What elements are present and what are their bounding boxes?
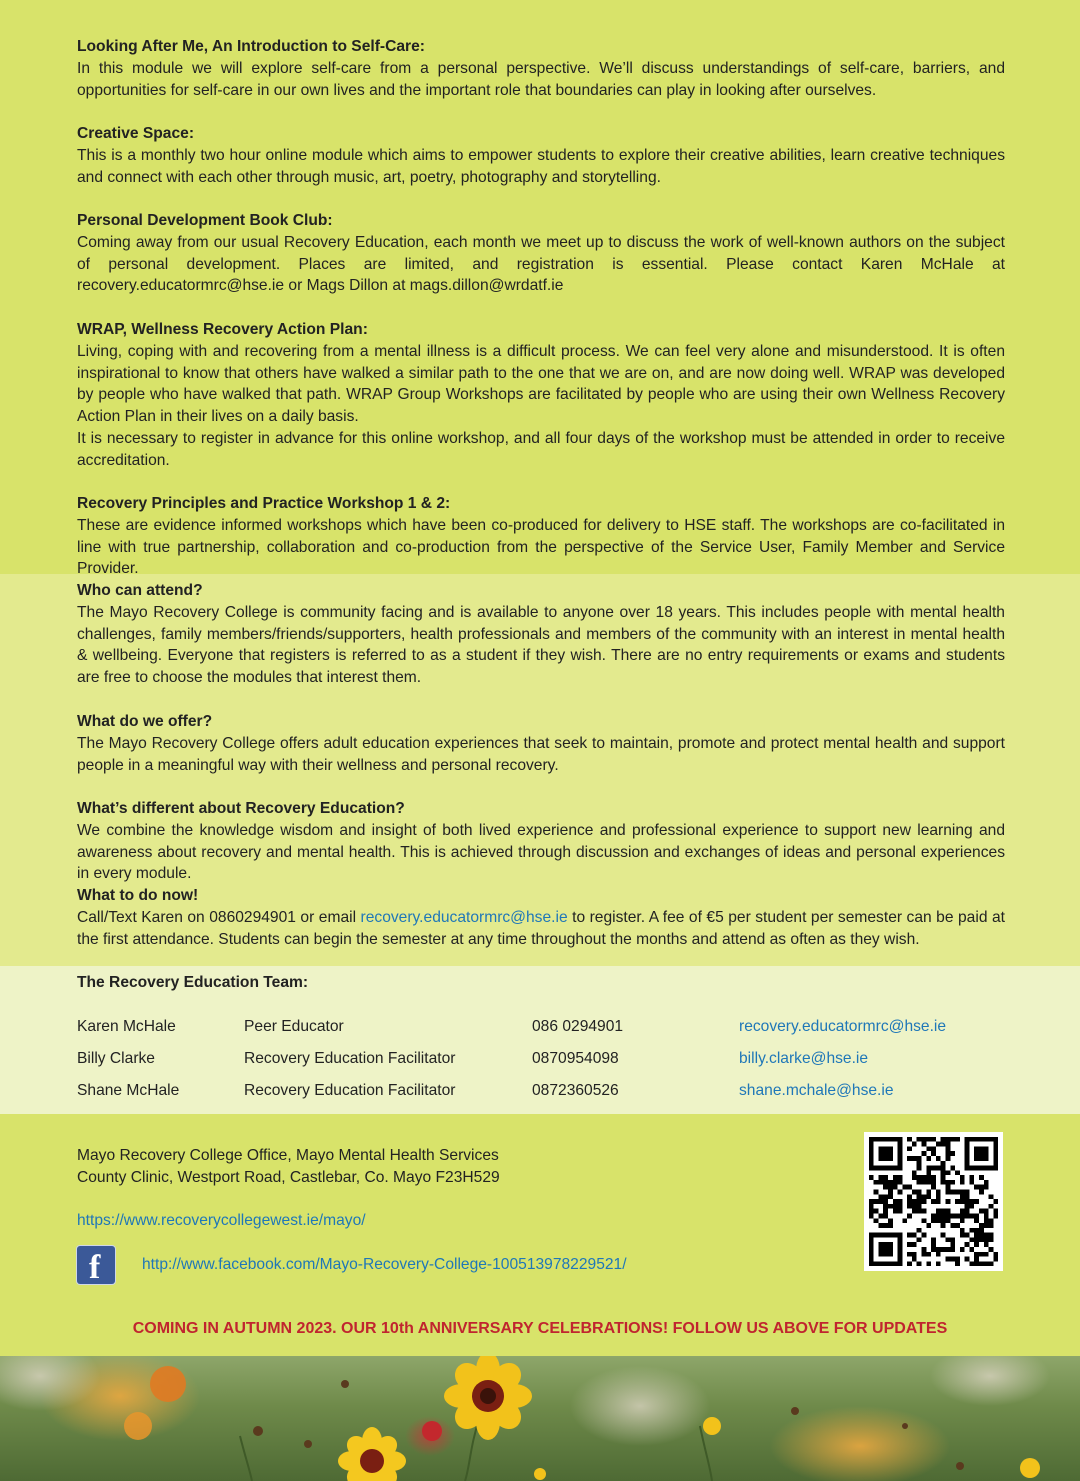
qr-code-icon[interactable]: [864, 1132, 1003, 1271]
section-who-can-attend: [77, 580, 1005, 689]
section-text: This is a monthly two hour online module which aims to empower students to explore their creative abilities, learn creative techniques and connect with each other through music, art, poetry, photography and storytelling.: [77, 146, 1005, 186]
register-email-link[interactable]: recovery.educatormrc@hse.ie: [360, 908, 568, 926]
member-name: Shane McHale: [77, 1082, 180, 1099]
section-text: Coming away from our usual Recovery Education, each month we meet up to discuss the work of well-known authors on the subject of personal development. Places are limited, and registration is essential. Please contact Karen McHale at recovery.educatormrc@hse.ie or Mags Dillon at mags.dillon@wrdatf.ie: [77, 233, 1005, 295]
todo-text-after: to register. A fee of €5 per student per semester can be paid at the first attendance. Students can begin the semester at any time throughout the months and attend as often as they wish.: [77, 908, 1005, 948]
wildflower-meadow-image: [0, 1356, 1080, 1481]
team-row: [77, 1048, 1007, 1070]
member-email-link[interactable]: shane.mchale@hse.ie: [739, 1082, 894, 1099]
address-line: Mayo Recovery College Office, Mayo Mental Health Services: [77, 1147, 499, 1164]
section-text: [77, 907, 1005, 951]
section-self-care: [77, 36, 1005, 101]
yellow-flower: [444, 1356, 532, 1440]
member-name: Karen McHale: [77, 1018, 176, 1035]
section-text: These are evidence informed workshops which have been co-produced for delivery to HSE staff. The workshops are co-facilitated in line with true partnership, collaboration and co-production from the perspective of the Service User, Family Member and Service Provider.: [77, 516, 1005, 578]
team-row: [77, 1016, 1007, 1038]
section-text: It is necessary to register in advance for this online workshop, and all four days of the workshop must be attended in order to receive accreditation.: [77, 429, 1005, 469]
section-title: Who can attend?: [77, 582, 203, 599]
section-title: Looking After Me, An Introduction to Self-Care:: [77, 38, 425, 55]
anniversary-banner: COMING IN AUTUMN 2023. OUR 10th ANNIVERSARY CELEBRATIONS! FOLLOW US ABOVE FOR UPDATES: [132, 1320, 948, 1337]
website-link[interactable]: https://www.recoverycollegewest.ie/mayo/: [77, 1212, 366, 1229]
section-title: What do we offer?: [77, 713, 213, 730]
section-title: WRAP, Wellness Recovery Action Plan:: [77, 321, 368, 338]
team-title: The Recovery Education Team:: [77, 974, 309, 991]
member-phone: 0870954098: [532, 1050, 619, 1067]
section-text: The Mayo Recovery College is community facing and is available to anyone over 18 years. This includes people with mental health challenges, family members/friends/supporters, health professionals and members of the community with an interest in mental health & wellbeing. Everyone that registers is referred to as a student if they wish. There are no entry requirements or exams and students are free to choose the modules that interest them.: [77, 603, 1005, 687]
member-email-link[interactable]: recovery.educatormrc@hse.ie: [739, 1018, 947, 1035]
section-text: We combine the knowledge wisdom and insight of both lived experience and professional experience to support new learning and awareness about recovery and mental health. This is achieved through discussion and exchanges of ideas and personal experiences in every module.: [77, 821, 1005, 883]
section-book-club: [77, 210, 1005, 297]
member-role: Peer Educator: [244, 1018, 344, 1035]
red-flower: [422, 1421, 442, 1441]
facebook-glyph: f: [89, 1249, 101, 1284]
member-email-link[interactable]: billy.clarke@hse.ie: [739, 1050, 869, 1067]
member-phone: 086 0294901: [532, 1018, 624, 1035]
section-title: What’s different about Recovery Education?: [77, 800, 405, 817]
section-title: What to do now!: [77, 887, 199, 904]
address-line: County Clinic, Westport Road, Castlebar, Co. Mayo F23H529: [77, 1169, 500, 1186]
todo-text-before: Call/Text Karen on 0860294901 or email: [77, 908, 361, 926]
section-text: Living, coping with and recovering from a mental illness is a difficult process. We can feel very alone and misunderstood. It is often inspirational to know that others have walked a similar path to the one that we are on, and are now doing well. WRAP was developed by people who have walked that path. WRAP Group Workshops are facilitated by people who are using their own Wellness Recovery Action Plan in their lives on a daily basis.: [77, 342, 1005, 426]
office-address: [77, 1145, 500, 1189]
member-role: Recovery Education Facilitator: [244, 1082, 456, 1099]
team-row: [77, 1080, 1007, 1102]
member-role: Recovery Education Facilitator: [244, 1050, 456, 1067]
section-what-we-offer: [77, 711, 1005, 776]
section-whats-different: [77, 798, 1005, 885]
section-title: Creative Space:: [77, 125, 195, 142]
member-name: Billy Clarke: [77, 1050, 155, 1067]
section-what-to-do: [77, 885, 1005, 950]
facebook-icon[interactable]: [77, 1246, 115, 1284]
yellow-flower: [338, 1427, 406, 1481]
section-text: In this module we will explore self-care from a personal perspective. We’ll discuss understandings of self-care, barriers, and opportunities for self-care in our own lives and the important role that boundaries can play in looking after ourselves.: [77, 59, 1005, 99]
section-recovery-principles: [77, 493, 1005, 580]
section-wrap: [77, 319, 1005, 472]
section-title: Personal Development Book Club:: [77, 212, 333, 229]
member-phone: 0872360526: [532, 1082, 619, 1099]
section-creative-space: [77, 123, 1005, 188]
section-text: The Mayo Recovery College offers adult education experiences that seek to maintain, promote and protect mental health and support people in a meaningful way with their wellness and personal recovery.: [77, 734, 1005, 774]
facebook-link[interactable]: http://www.facebook.com/Mayo-Recovery-College-100513978229521/: [142, 1256, 627, 1273]
section-title: Recovery Principles and Practice Workshop 1 & 2:: [77, 495, 451, 512]
meadow-illustration: [0, 1356, 1080, 1481]
